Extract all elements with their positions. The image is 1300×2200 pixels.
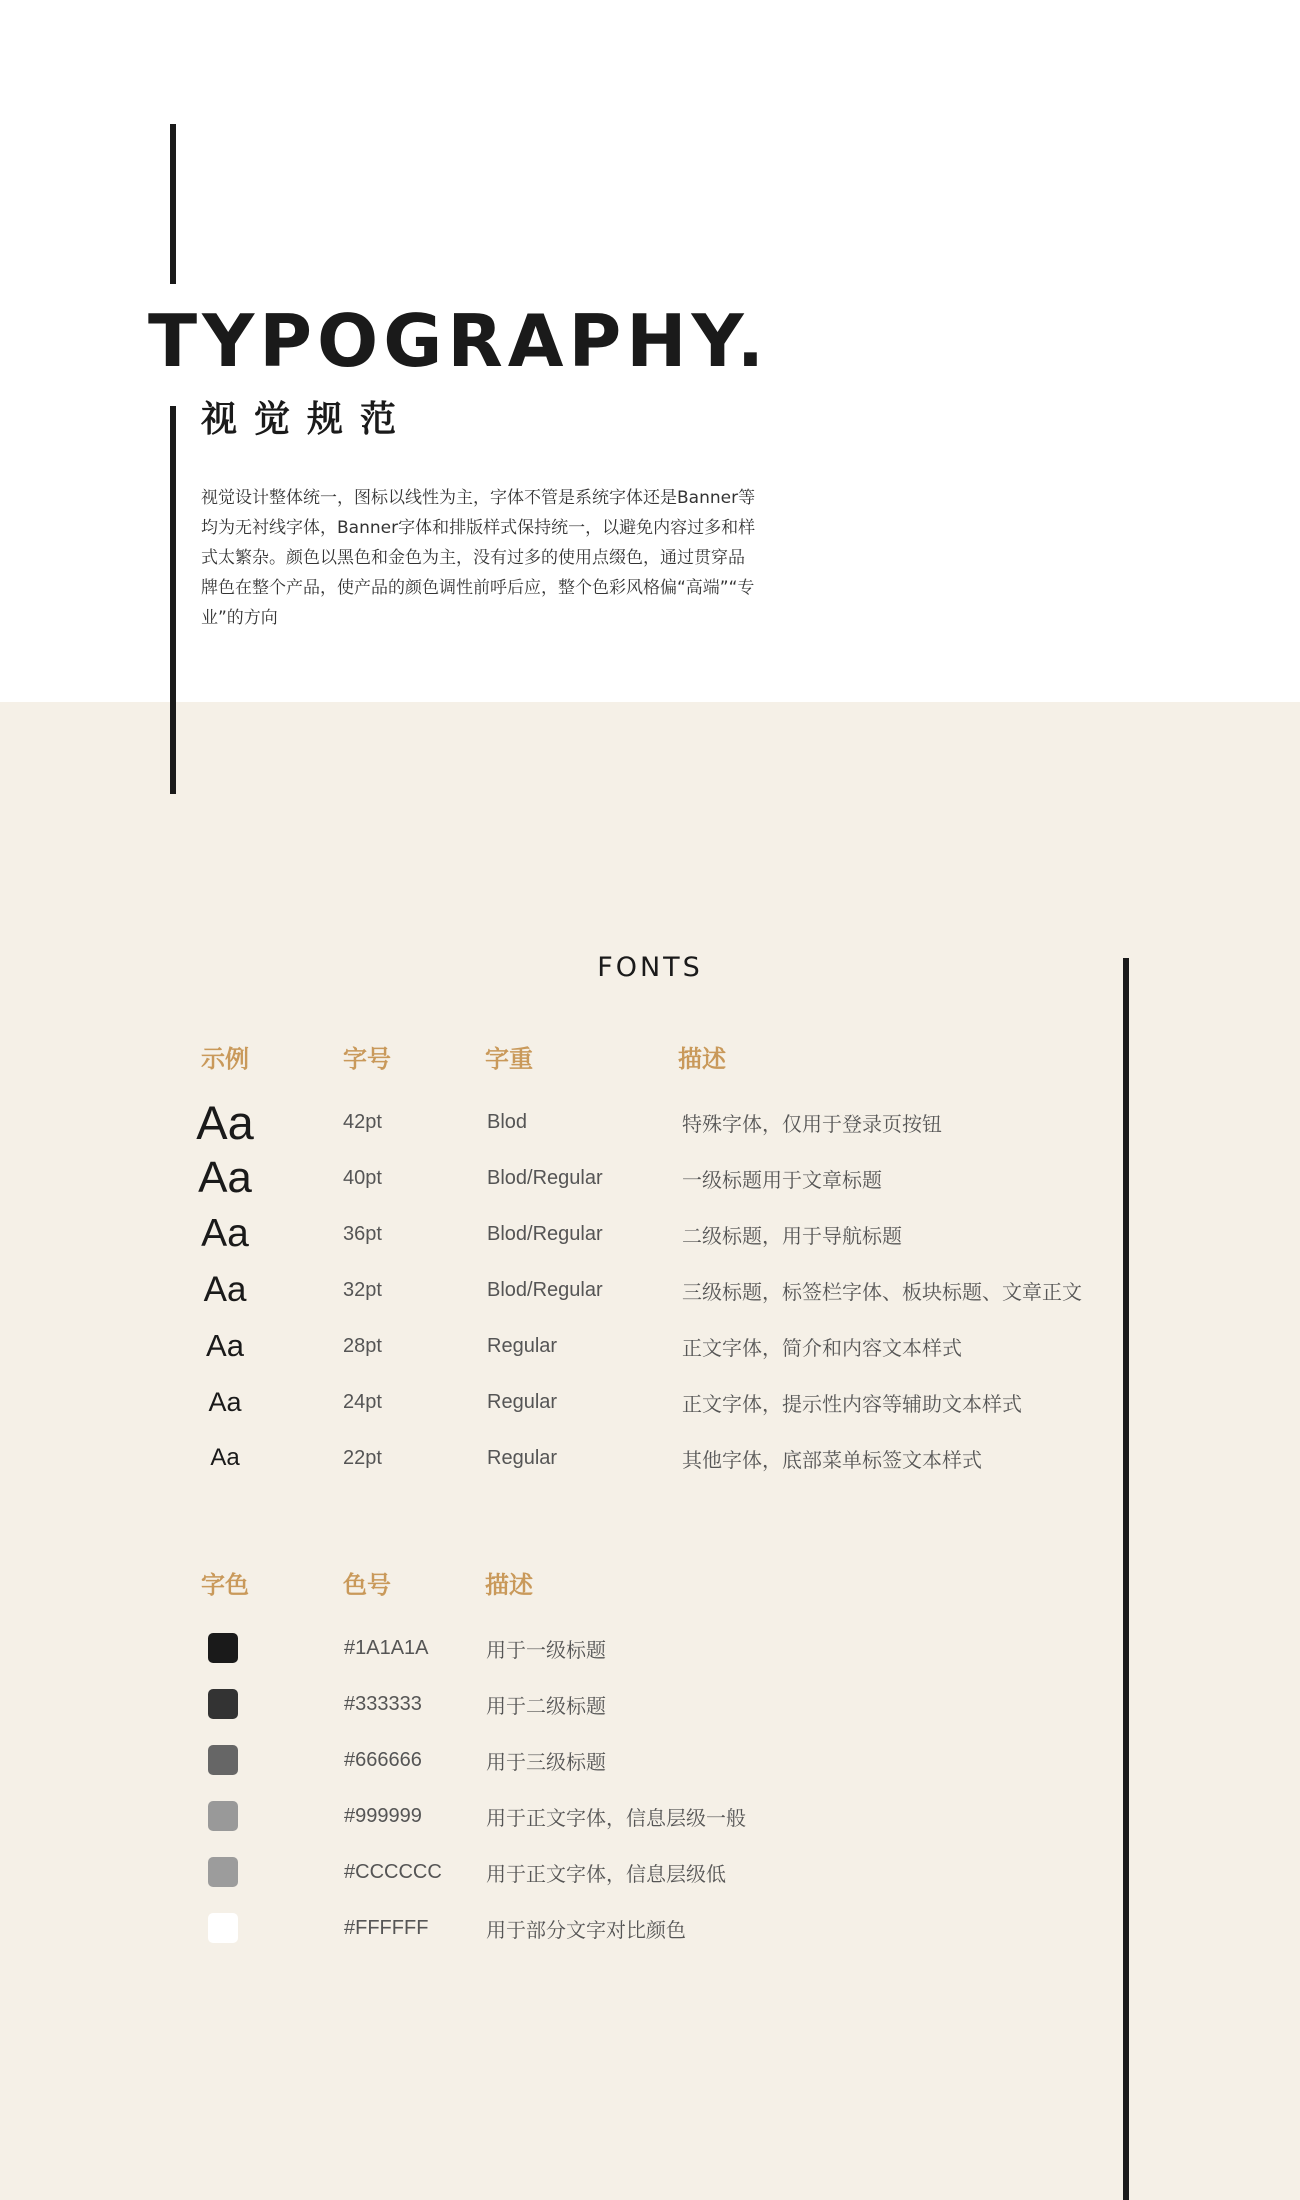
- font-size: 42pt: [343, 1110, 382, 1133]
- page-subtitle: 视觉规范: [201, 399, 414, 440]
- font-sample: Aa: [210, 1444, 240, 1471]
- color-row: [0, 1788, 1300, 1844]
- page-title: TYPOGRAPHY.: [148, 299, 770, 383]
- font-sample: Aa: [198, 1153, 252, 1202]
- font-size: 24pt: [343, 1390, 382, 1413]
- fonts-section-title: FONTS: [597, 952, 703, 983]
- font-size: 22pt: [343, 1446, 382, 1469]
- font-description: 特殊字体，仅用于登录页按钮: [682, 1111, 942, 1136]
- color-hex: #1A1A1A: [344, 1636, 429, 1659]
- color-description: 用于一级标题: [486, 1637, 606, 1662]
- font-sample: Aa: [201, 1212, 249, 1255]
- header-sample: 示例: [201, 1045, 249, 1073]
- font-sample: Aa: [206, 1328, 244, 1363]
- header-weight: 字重: [485, 1045, 533, 1073]
- font-weight: Blod/Regular: [487, 1278, 603, 1301]
- color-swatch-cell: [208, 1844, 238, 1900]
- color-swatch: [208, 1633, 238, 1663]
- font-size: 32pt: [343, 1278, 382, 1301]
- font-row: [0, 1150, 1300, 1206]
- color-description: 用于正文字体，信息层级低: [486, 1861, 726, 1886]
- font-weight: Regular: [487, 1390, 558, 1413]
- font-description: 一级标题用于文章标题: [682, 1167, 882, 1192]
- font-row: [0, 1430, 1300, 1486]
- color-swatch-cell: [208, 1788, 238, 1844]
- color-swatch: [208, 1689, 238, 1719]
- header-description: 描述: [678, 1045, 726, 1073]
- header-color-description: 描述: [485, 1571, 533, 1599]
- color-row: [0, 1732, 1300, 1788]
- color-swatch: [208, 1801, 238, 1831]
- font-row: [0, 1094, 1300, 1150]
- color-swatch: [208, 1745, 238, 1775]
- font-weight: Blod: [487, 1110, 528, 1133]
- color-description: 用于部分文字对比颜色: [486, 1917, 686, 1942]
- color-hex: #333333: [344, 1692, 422, 1715]
- color-description: 用于三级标题: [486, 1749, 606, 1774]
- color-swatch: [208, 1913, 238, 1943]
- color-swatch-cell: [208, 1676, 238, 1732]
- font-row: [0, 1262, 1300, 1318]
- color-description: 用于正文字体，信息层级一般: [486, 1805, 746, 1830]
- color-description: 用于二级标题: [486, 1693, 606, 1718]
- color-hex: #666666: [344, 1748, 422, 1771]
- font-description: 二级标题，用于导航标题: [682, 1223, 902, 1248]
- color-row: [0, 1676, 1300, 1732]
- font-sample: Aa: [208, 1386, 242, 1417]
- header-font-color: 字色: [201, 1571, 249, 1599]
- font-size: 36pt: [343, 1222, 382, 1245]
- decorative-rule-left: [170, 406, 176, 794]
- font-sample: Aa: [203, 1270, 247, 1309]
- color-row: [0, 1844, 1300, 1900]
- font-description: 其他字体，底部菜单标签文本样式: [682, 1447, 982, 1472]
- color-row: [0, 1900, 1300, 1956]
- font-row: [0, 1318, 1300, 1374]
- color-swatch-cell: [208, 1900, 238, 1956]
- font-description: 正文字体，提示性内容等辅助文本样式: [682, 1391, 1022, 1416]
- font-size: 40pt: [343, 1166, 382, 1189]
- header-color-code: 色号: [343, 1571, 391, 1599]
- header-size: 字号: [343, 1045, 391, 1073]
- color-row: [0, 1620, 1300, 1676]
- decorative-rule-top: [170, 124, 176, 284]
- intro-description: 视觉设计整体统一，图标以线性为主，字体不管是系统字体还是Banner等均为无衬线字体，Banner字体和排版样式保持统一，以避免内容过多和样式太繁杂。颜色以黑色和金色为主，没有过多的使用点缀色，通过贯穿品牌色在整个产品，使产品的颜色调性前呼后应，整个色彩风格偏“高端”“专业”的方向: [201, 488, 756, 628]
- font-size: 28pt: [343, 1334, 382, 1357]
- font-weight: Regular: [487, 1446, 558, 1469]
- color-swatch-cell: [208, 1732, 238, 1788]
- font-weight: Blod/Regular: [487, 1222, 603, 1245]
- font-description: 三级标题，标签栏字体、板块标题、文章正文: [682, 1279, 1082, 1304]
- font-weight: Regular: [487, 1334, 558, 1357]
- color-hex: #999999: [344, 1804, 422, 1827]
- color-swatch-cell: [208, 1620, 238, 1676]
- color-hex: #CCCCCC: [344, 1860, 442, 1883]
- color-swatch: [208, 1857, 238, 1887]
- font-row: [0, 1374, 1300, 1430]
- font-description: 正文字体，简介和内容文本样式: [682, 1335, 962, 1360]
- font-row: [0, 1206, 1300, 1262]
- font-sample: Aa: [196, 1095, 254, 1149]
- font-weight: Blod/Regular: [487, 1166, 603, 1189]
- color-hex: #FFFFFF: [344, 1916, 429, 1939]
